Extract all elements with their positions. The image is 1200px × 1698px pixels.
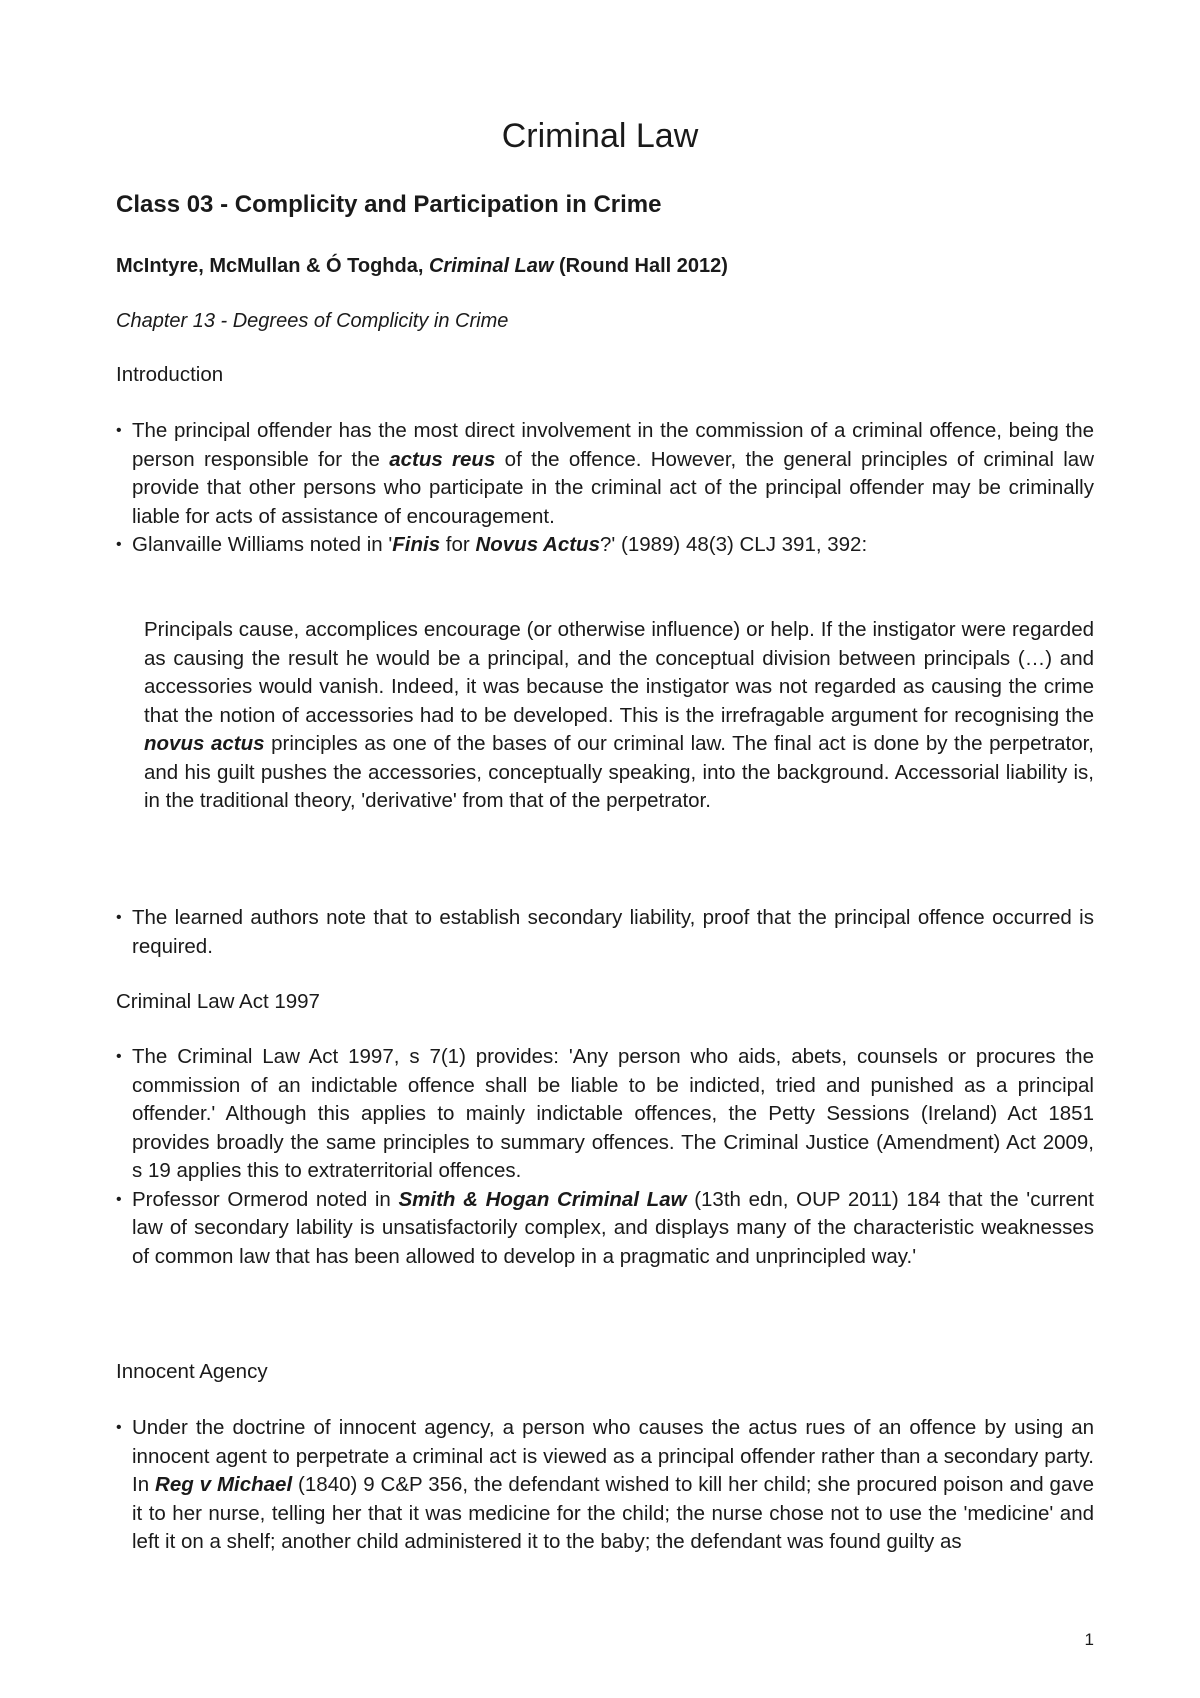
emphasis-term: Reg v Michael <box>155 1473 293 1496</box>
emphasis-term: actus reus <box>389 447 496 471</box>
document-title: Criminal Law <box>501 117 699 155</box>
class-subtitle: Class 03 - Complicity and Participation in Crime <box>116 191 662 218</box>
emphasis-term: Smith & Hogan Criminal Law <box>398 1187 687 1211</box>
reference-book-title: Criminal Law <box>428 255 554 277</box>
text-run: (1840) 9 C&P 356, the defendant wished to kill her child; she procured poison and gave it to her nurse, telling her that it was medicine for the child; the nurse chose not to use the 'medicine' and left it on a shelf; another child administered it to the baby; the defendant was found guilty as <box>132 1473 1095 1553</box>
text-run: The principal offender has the most direct involvement in the commission of a criminal offence, being the person responsible for the <box>132 419 1094 471</box>
text-run: Professor Ormerod noted in <box>132 1187 399 1211</box>
list-item <box>116 1186 1094 1272</box>
text-run: principles as one of the bases of our criminal law. The final act is done by the perpetrator, and his guilt pushes the accessories, conceptually speaking, into the background. Accessorial liability is, in the traditional theory, 'derivative' from that of the perpetrator. <box>144 732 1094 812</box>
introduction-bullets <box>116 417 1094 560</box>
book-reference <box>116 252 728 280</box>
chapter-heading: Chapter 13 - Degrees of Complicity in Crime <box>116 310 509 332</box>
list-item <box>116 531 1094 560</box>
text-run: Principals cause, accomplices encourage (or otherwise influence) or help. If the instigator were regarded as causing the result he would be a principal, and the conceptual division between principals (…) and accessories would vanish. Indeed, it was because the instigator was not regarded as causing the crime that the notion of accessories had to be developed. This is the irrefragable argument for recognising the <box>144 618 1094 727</box>
list-item: • The learned authors note that to establish secondary liability, proof that the principal offence occurred is required. <box>116 904 1094 961</box>
williams-quote <box>144 616 1094 816</box>
reference-publisher: (Round Hall 2012) <box>553 255 728 277</box>
text-run: Glanvaille Williams noted in ' <box>132 533 393 556</box>
section-heading-criminal-law-act: Criminal Law Act 1997 <box>116 990 320 1013</box>
introduction-bullets-continued <box>116 904 1094 961</box>
emphasis-term: novus actus <box>144 732 265 755</box>
innocent-agency-bullets <box>116 1414 1094 1557</box>
section-heading-introduction: Introduction <box>116 363 224 386</box>
text-run: for <box>440 533 476 556</box>
text-run: ?' (1989) 48(3) CLJ 391, 392: <box>599 533 868 556</box>
text-run: Under the doctrine of innocent agency, a person who causes the actus rues of an offence by using an innocent agent to perpetrate a criminal act is viewed as a principal offender rather than a secondary party. In <box>132 1416 1094 1496</box>
list-item: • The Criminal Law Act 1997, s 7(1) provides: 'Any person who aids, abets, counsels or procures the commission of an indictable offence shall be liable to be indicted, tried and punished as a principal offender.' Although this applies to mainly indictable offences, the Petty Sessions (Ireland) Act 1851 provides broadly the same principles to summary offences. The Criminal Justice (Amendment) Act 2009, s 19 applies this to extraterritorial offences. <box>116 1043 1094 1186</box>
text-run: of the offence. However, the general principles of criminal law provide that other persons who participate in the criminal act of the principal offender may be criminally liable for acts of assistance of encouragement. <box>132 447 1095 528</box>
emphasis-term: Novus Actus <box>475 533 600 556</box>
reference-authors: McIntyre, McMullan & Ó Toghda, <box>116 255 429 277</box>
section-heading-innocent-agency: Innocent Agency <box>116 1360 268 1383</box>
criminal-law-act-bullets <box>116 1043 1094 1271</box>
emphasis-term: Finis <box>392 533 441 556</box>
list-item <box>116 417 1094 531</box>
list-item <box>116 1414 1094 1557</box>
text-run: (13th edn, OUP 2011) 184 that the 'current law of secondary lability is unsatisfactorily complex, and displays many of the characteristic weaknesses of common law that has been allowed to develop in a pragmatic and unprincipled way.' <box>132 1187 1094 1268</box>
page-number: 1 <box>1084 1630 1094 1649</box>
